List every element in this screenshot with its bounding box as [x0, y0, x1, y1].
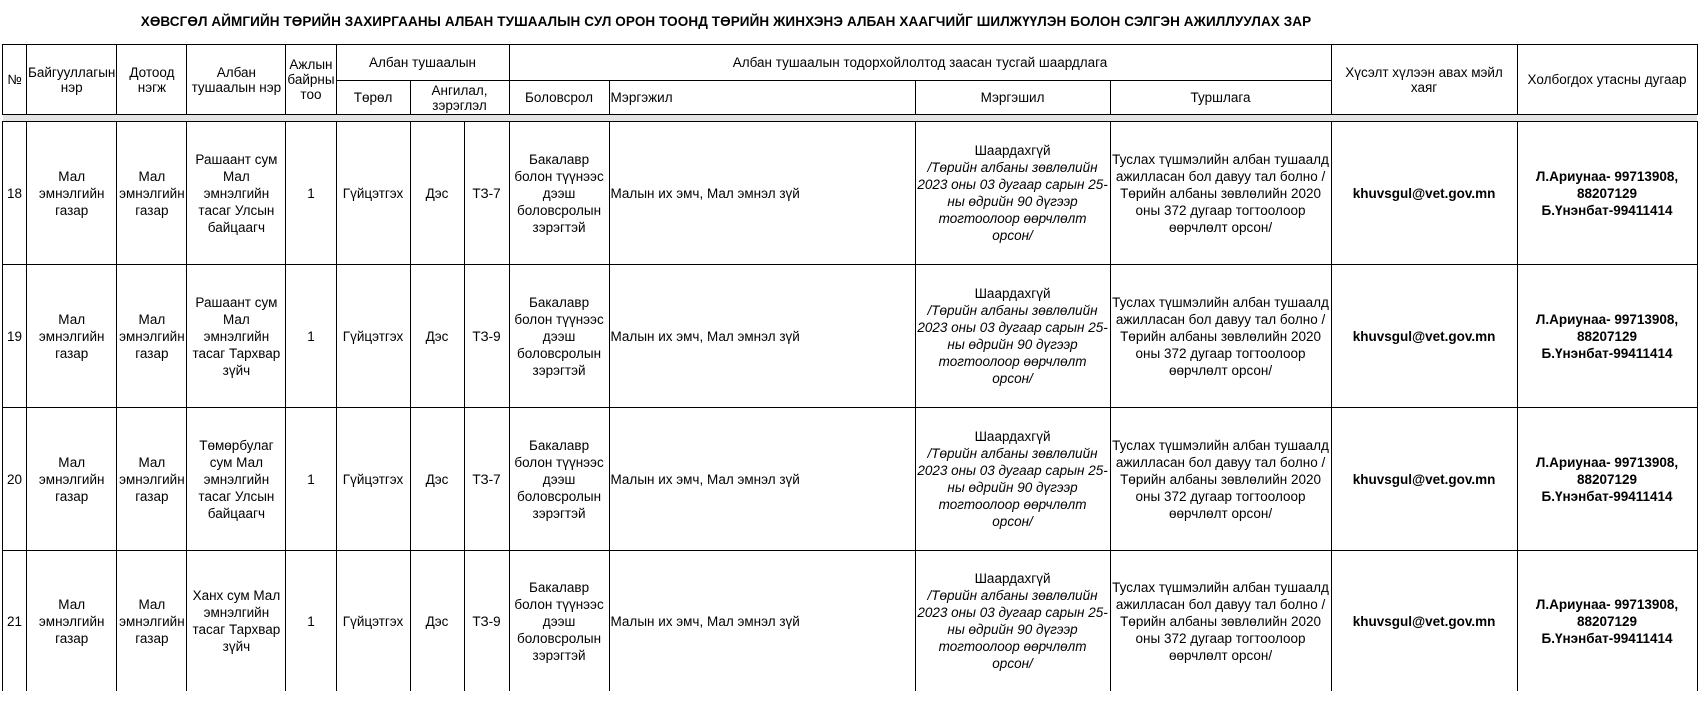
header-education: Боловсрол	[509, 81, 609, 115]
row-type: Гүйцэтгэх	[336, 122, 410, 265]
row-unit: Мал эмнэлгийн газар	[117, 122, 187, 265]
row-education: Бакалавр болон түүнээс дээш боловсролын зэрэгтэй	[509, 408, 609, 551]
row-num: 20	[3, 408, 27, 551]
row-phone: Л.Ариунаа- 99713908, 88207129 Б.Үнэнбат-99411414	[1517, 122, 1697, 265]
row-phone: Л.Ариунаа- 99713908, 88207129 Б.Үнэнбат-99411414	[1517, 265, 1697, 408]
row-unit: Мал эмнэлгийн газар	[117, 265, 187, 408]
row-num: 19	[3, 265, 27, 408]
row-profession: Малын их эмч, Мал эмнэл зүй	[609, 551, 915, 692]
row-unit: Мал эмнэлгийн газар	[117, 408, 187, 551]
row-experience: Туслах түшмэлийн албан тушаалд ажилласан бол давуу тал болно /Төрийн албаны зөвлөлийн 2020 оны 372 дугаар тогтоолоор өөрчлөлт орсон/	[1110, 551, 1331, 692]
row-type: Гүйцэтгэх	[336, 551, 410, 692]
row-rank-class: Дэс	[410, 408, 464, 551]
row-profession: Малын их эмч, Мал эмнэл зүй	[609, 408, 915, 551]
row-count: 1	[286, 551, 336, 692]
table-row	[3, 551, 1698, 692]
row-position: Төмөрбулаг сум Мал эмнэлгийн тасаг Улсын байцаагч	[187, 408, 286, 551]
row-skill	[915, 551, 1110, 692]
header-unit: Дотоод нэгж	[117, 45, 187, 115]
header-experience: Туршлага	[1110, 81, 1331, 115]
row-org: Мал эмнэлгийн газар	[27, 122, 117, 265]
frozen-pane-divider	[3, 115, 1698, 122]
page-title: ХӨВСГӨЛ АЙМГИЙН ТӨРИЙН ЗАХИРГААНЫ АЛБАН ТУШААЛЫН СУЛ ОРОН ТООНД ТӨРИЙН ЖИНХЭНЭ АЛБАН ХААГЧИЙГ ШИЛЖҮҮЛЭН БОЛОН СЭЛГЭН АЖИЛЛУУЛАХ ЗАР	[140, 14, 1312, 29]
row-education: Бакалавр болон түүнээс дээш боловсролын зэрэгтэй	[509, 265, 609, 408]
row-experience: Туслах түшмэлийн албан тушаалд ажилласан бол давуу тал болно /Төрийн албаны зөвлөлийн 2020 оны 372 дугаар тогтоолоор өөрчлөлт орсон/	[1110, 408, 1331, 551]
row-rank-level: ТЗ-9	[464, 265, 509, 408]
header-profession: Мэргэжил	[609, 81, 915, 115]
row-email: khuvsgul@vet.gov.mn	[1331, 265, 1517, 408]
header-num: №	[3, 45, 27, 115]
row-email: khuvsgul@vet.gov.mn	[1331, 551, 1517, 692]
row-rank-level: ТЗ-7	[464, 122, 509, 265]
header-position-group: Албан тушаалын	[336, 45, 509, 81]
header-position: Албан тушаалын нэр	[187, 45, 286, 115]
row-position: Рашаант сум Мал эмнэлгийн тасаг Тархвар зүйч	[187, 265, 286, 408]
skill-main: Шаардахгүй	[974, 429, 1051, 444]
header-requirements: Албан тушаалын тодорхойлолтод заасан тусгай шаардлага	[509, 45, 1331, 81]
row-org: Мал эмнэлгийн газар	[27, 265, 117, 408]
skill-note: /Төрийн албаны зөвлөлийн 2023 оны 03 дугаар сарын 25-ны өдрийн 90 дүгээр тогтоолоор өөрчлөлт орсон/	[917, 446, 1108, 529]
row-skill	[915, 408, 1110, 551]
row-num: 21	[3, 551, 27, 692]
table-row	[3, 122, 1698, 265]
row-education: Бакалавр болон түүнээс дээш боловсролын зэрэгтэй	[509, 122, 609, 265]
skill-note: /Төрийн албаны зөвлөлийн 2023 оны 03 дугаар сарын 25-ны өдрийн 90 дүгээр тогтоолоор өөрчлөлт орсон/	[917, 588, 1108, 671]
row-profession: Малын их эмч, Мал эмнэл зүй	[609, 122, 915, 265]
header-phone: Холбогдох утасны дугаар	[1517, 45, 1697, 115]
header-count: Ажлын байрны тоо	[286, 45, 336, 115]
row-type: Гүйцэтгэх	[336, 408, 410, 551]
skill-main: Шаардахгүй	[974, 571, 1051, 586]
row-rank-class: Дэс	[410, 265, 464, 408]
row-email: khuvsgul@vet.gov.mn	[1331, 408, 1517, 551]
row-profession: Малын их эмч, Мал эмнэл зүй	[609, 265, 915, 408]
row-rank-class: Дэс	[410, 122, 464, 265]
table-row	[3, 265, 1698, 408]
row-count: 1	[286, 265, 336, 408]
row-num: 18	[3, 122, 27, 265]
header-skill: Мэргэшил	[915, 81, 1110, 115]
skill-note: /Төрийн албаны зөвлөлийн 2023 оны 03 дугаар сарын 25-ны өдрийн 90 дүгээр тогтоолоор өөрчлөлт орсон/	[917, 303, 1108, 386]
row-org: Мал эмнэлгийн газар	[27, 408, 117, 551]
row-type: Гүйцэтгэх	[336, 265, 410, 408]
skill-note: /Төрийн албаны зөвлөлийн 2023 оны 03 дугаар сарын 25-ны өдрийн 90 дүгээр тогтоолоор өөрчлөлт орсон/	[917, 160, 1108, 243]
header-org: Байгууллагын нэр	[27, 45, 117, 115]
table-row	[3, 408, 1698, 551]
skill-main: Шаардахгүй	[974, 143, 1051, 158]
row-position: Ханх сум Мал эмнэлгийн тасаг Тархвар зүйч	[187, 551, 286, 692]
row-unit: Мал эмнэлгийн газар	[117, 551, 187, 692]
row-skill	[915, 122, 1110, 265]
row-org: Мал эмнэлгийн газар	[27, 551, 117, 692]
row-position: Рашаант сум Мал эмнэлгийн тасаг Улсын байцаагч	[187, 122, 286, 265]
job-vacancy-table	[2, 44, 1698, 691]
row-phone: Л.Ариунаа- 99713908, 88207129 Б.Үнэнбат-99411414	[1517, 551, 1697, 692]
row-rank-class: Дэс	[410, 551, 464, 692]
skill-main: Шаардахгүй	[974, 286, 1051, 301]
row-count: 1	[286, 122, 336, 265]
row-count: 1	[286, 408, 336, 551]
row-rank-level: ТЗ-7	[464, 408, 509, 551]
row-education: Бакалавр болон түүнээс дээш боловсролын зэрэгтэй	[509, 551, 609, 692]
header-type: Төрөл	[336, 81, 410, 115]
row-experience: Туслах түшмэлийн албан тушаалд ажилласан бол давуу тал болно /Төрийн албаны зөвлөлийн 2020 оны 372 дугаар тогтоолоор өөрчлөлт орсон/	[1110, 122, 1331, 265]
row-phone: Л.Ариунаа- 99713908, 88207129 Б.Үнэнбат-99411414	[1517, 408, 1697, 551]
row-experience: Туслах түшмэлийн албан тушаалд ажилласан бол давуу тал болно /Төрийн албаны зөвлөлийн 2020 оны 372 дугаар тогтоолоор өөрчлөлт орсон/	[1110, 265, 1331, 408]
row-email: khuvsgul@vet.gov.mn	[1331, 122, 1517, 265]
header-rank: Ангилал, зэрэглэл	[410, 81, 509, 115]
row-rank-level: ТЗ-9	[464, 551, 509, 692]
header-email: Хүсэлт хүлээн авах мэйл хаяг	[1331, 45, 1517, 115]
row-skill	[915, 265, 1110, 408]
